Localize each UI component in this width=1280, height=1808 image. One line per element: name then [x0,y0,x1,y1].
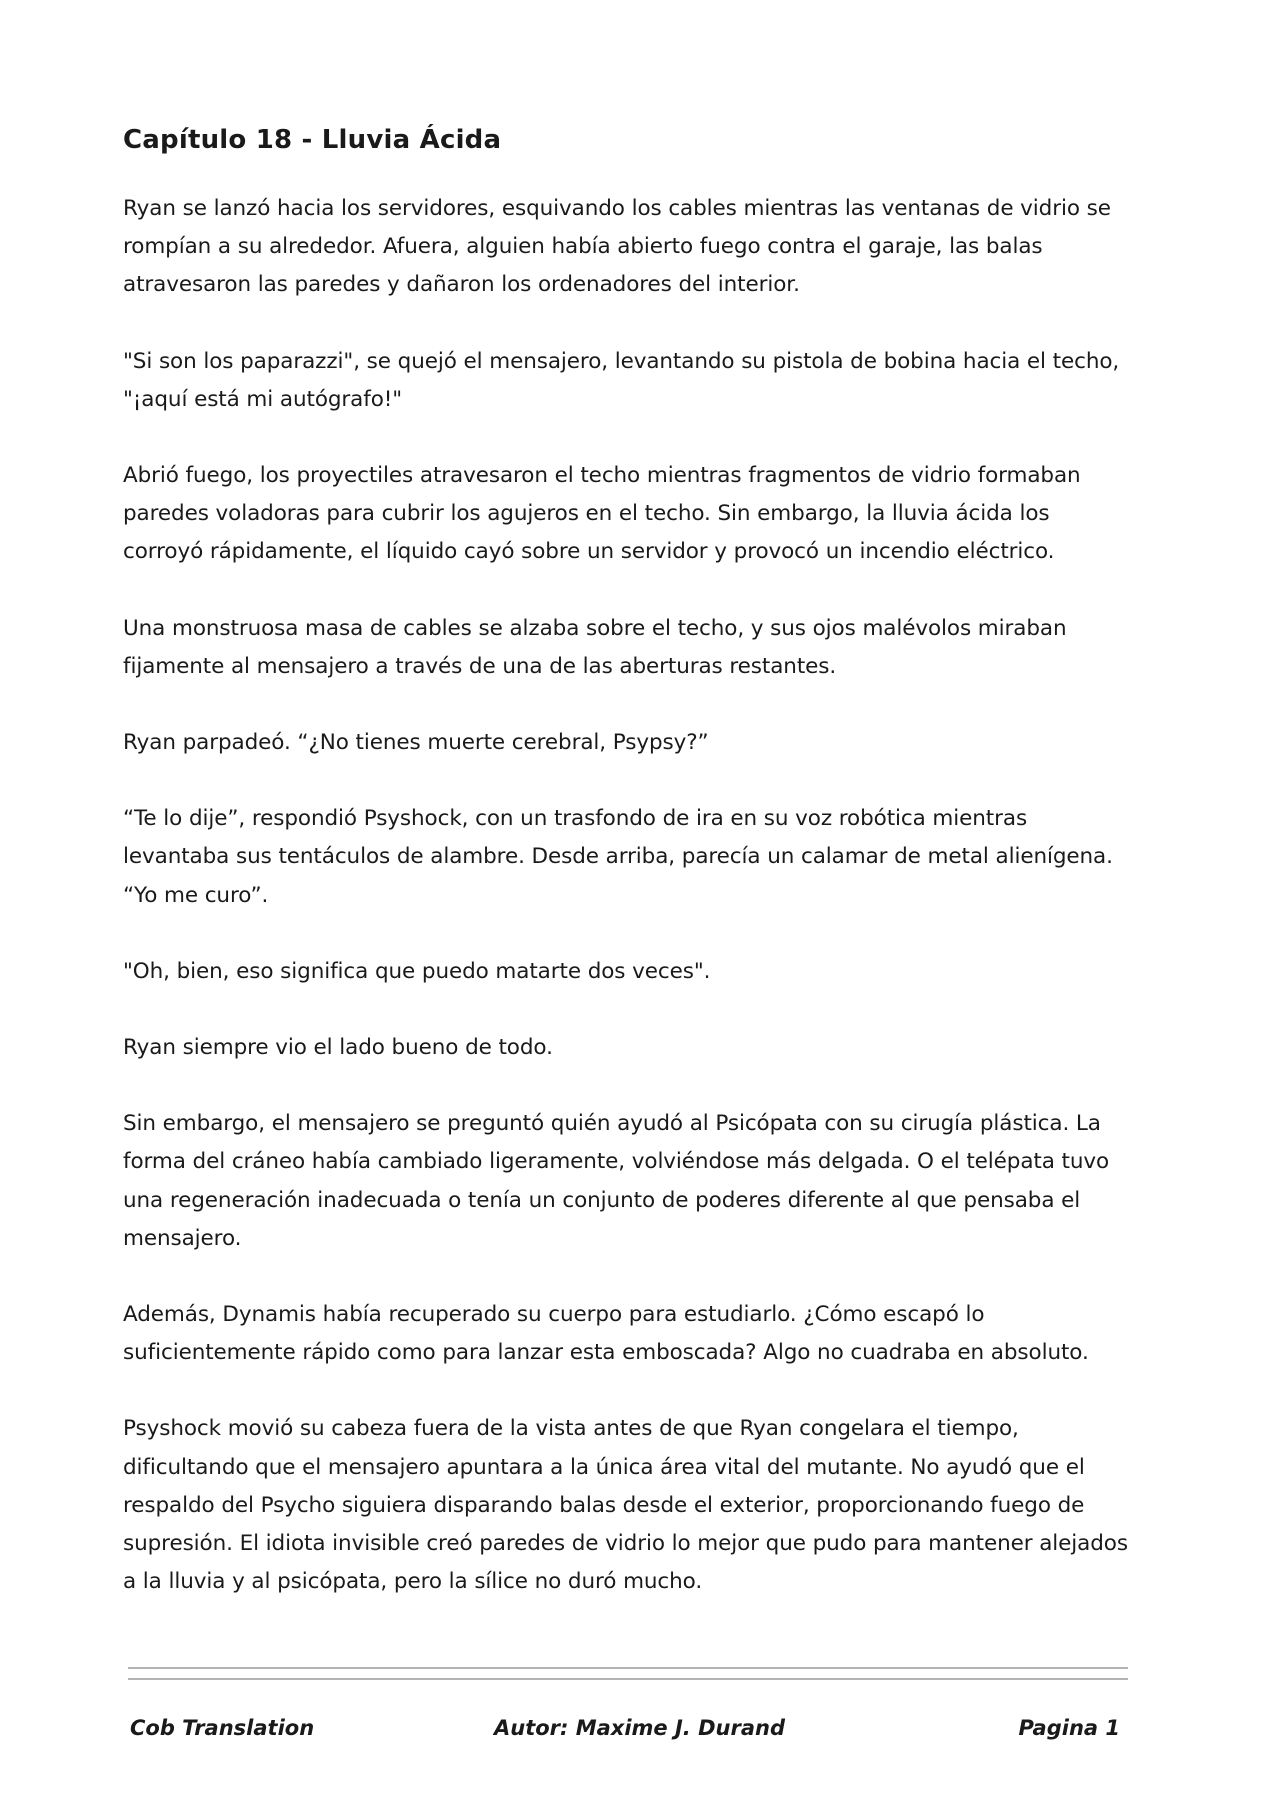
paragraph: Abrió fuego, los proyectiles atravesaron el techo mientras fragmentos de vidrio formaban paredes voladoras para cubrir los agujeros en el techo. Sin embargo, la lluvia ácida los corroyó rápidamente, el líquido cayó sobre un servidor y provocó un incendio eléctrico. [123,463,1081,565]
paragraph: "Si son los paparazzi", se quejó el mensajero, levantando su pistola de bobina hacia el techo, "¡aquí está mi autógrafo!" [123,348,1120,412]
paragraph: Sin embargo, el mensajero se preguntó quién ayudó al Psicópata con su cirugía plástica. La forma del cráneo había cambiado ligeramente, volviéndose más delgada. O el telépata tuvo una regeneración inadecuada o tenía un conjunto de poderes diferente al que pensaba el mensajero. [123,1111,1110,1251]
paragraph: Una monstruosa masa de cables se alzaba sobre el techo, y sus ojos malévolos miraban fijamente al mensajero a través de una de las aberturas restantes. [123,615,1067,679]
page-footer [128,1712,1128,1744]
paragraph: Ryan parpadeó. “¿No tienes muerte cerebral, Psypsy?” [123,730,709,756]
footer-page-number: Pagina 1 [1018,1716,1120,1740]
footer-rule-top [128,1667,1128,1669]
paragraph: Psyshock movió su cabeza fuera de la vista antes de que Ryan congelara el tiempo, dificultando que el mensajero apuntara a la única área vital del mutante. No ayudó que el respaldo del Psycho siguiera disparando balas desde el exterior, proporcionando fuego de supresión. El idiota invisible creó paredes de vidrio lo mejor que pudo para mantener alejados a la lluvia y al psicópata, pero la sílice no duró mucho. [123,1416,1128,1595]
footer-translator: Cob Translation [130,1716,315,1740]
document-body [123,122,1133,1639]
footer-rule-bottom [128,1678,1128,1680]
paragraph: Además, Dynamis había recuperado su cuerpo para estudiarlo. ¿Cómo escapó lo suficientemente rápido como para lanzar esta emboscada? Algo no cuadraba en absoluto. [123,1302,1089,1366]
chapter-title: Capítulo 18 - Lluvia Ácida [123,125,502,155]
paragraph: "Oh, bien, eso significa que puedo matarte dos veces". [123,958,711,984]
footer-divider [128,1667,1128,1689]
footer-author: Autor: Maxime J. Durand [494,1716,785,1740]
paragraph: Ryan se lanzó hacia los servidores, esquivando los cables mientras las ventanas de vidrio se rompían a su alrededor. Afuera, alguien había abierto fuego contra el garaje, las balas atravesaron las paredes y dañaron los ordenadores del interior. [123,196,1111,298]
paragraph: “Te lo dije”, respondió Psyshock, con un trasfondo de ira en su voz robótica mientras levantaba sus tentáculos de alambre. Desde arriba, parecía un calamar de metal alienígena. “Yo me curo”. [123,806,1113,908]
paragraph: Ryan siempre vio el lado bueno de todo. [123,1035,553,1061]
